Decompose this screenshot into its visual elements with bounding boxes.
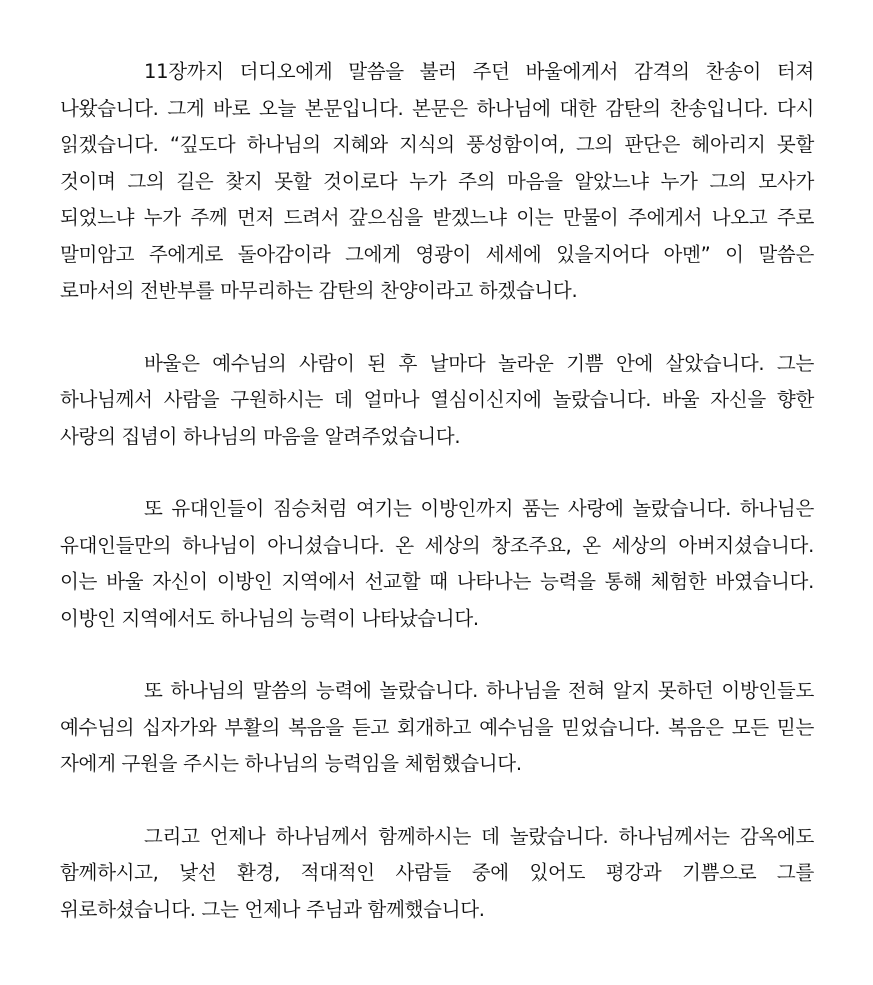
- paragraph-5: 그리고 언제나 하나님께서 함께하시는 데 놀랐습니다. 하나님께서는 감옥에도 함께하시고, 낯선 환경, 적대적인 사람들 중에 있어도 평강과 기쁨으로 그를 위로하셨습니다. 그는 언제나 주님과 함께했습니다.: [60, 824, 814, 921]
- paragraph-4: 또 하나님의 말씀의 능력에 놀랐습니다. 하나님을 전혀 알지 못하던 이방인들도 예수님의 십자가와 부활의 복음을 듣고 회개하고 예수님을 믿었습니다. 복음은 모든 믿는 자에게 구원을 주시는 하나님의 능력임을 체험했습니다.: [60, 679, 814, 775]
- paragraph-3: 또 유대인들이 짐승처럼 여기는 이방인까지 품는 사랑에 놀랐습니다. 하나님은 유대인들만의 하나님이 아니셨습니다. 온 세상의 창조주요, 온 세상의 아버지셨습니다. 이는 바울 자신이 이방인 지역에서 선교할 때 나타나는 능력을 통해 체험한 바였습니다. 이방인 지역에서도 하나님의 능력이 나타났습니다.: [60, 497, 814, 630]
- document-body: [60, 54, 814, 928]
- paragraph-1: 11장까지 더디오에게 말씀을 불러 주던 바울에게서 감격의 찬송이 터져 나왔습니다. 그게 바로 오늘 본문입니다. 본문은 하나님에 대한 감탄의 찬송입니다. 다시 읽겠습니다. “깊도다 하나님의 지혜와 지식의 풍성함이여, 그의 판단은 헤아리지 못할 것이며 그의 길은 찾지 못할 것이로다 누가 주의 마음을 알았느냐 누가 그의 모사가 되었느냐 누가 주께 먼저 드려서 갚으심을 받겠느냐 이는 만물이 주에게서 나오고 주로 말미암고 주에게로 돌아감이라 그에게 영광이 세세에 있을지어다 아멘” 이 말씀은 로마서의 전반부를 마무리하는 감탄의 찬양이라고 하겠습니다.: [60, 60, 814, 302]
- paragraph-2: 바울은 예수님의 사람이 된 후 날마다 놀라운 기쁨 안에 살았습니다. 그는 하나님께서 사람을 구원하시는 데 얼마나 열심이신지에 놀랐습니다. 바울 자신을 향한 사랑의 집념이 하나님의 마음을 알려주었습니다.: [60, 351, 814, 448]
